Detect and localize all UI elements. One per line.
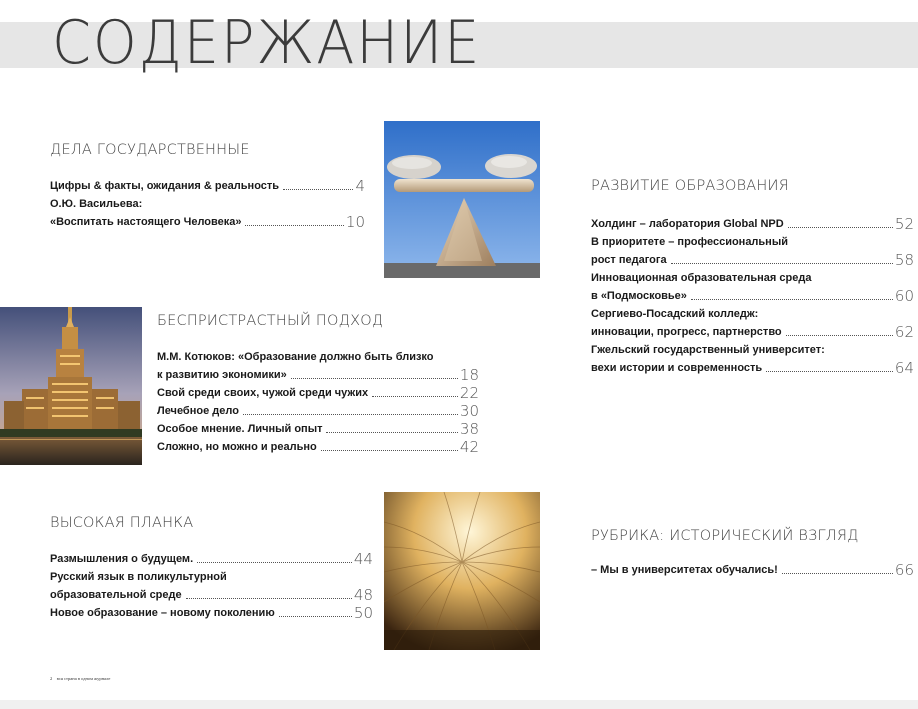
footer-page-number: 2 — [50, 676, 53, 681]
dot-leader — [197, 562, 352, 563]
toc-list-rubrika — [591, 561, 914, 579]
dot-leader — [786, 335, 893, 336]
section-title-dela: ДЕЛА ГОСУДАРСТВЕННЫЕ — [50, 142, 250, 158]
toc-list-vysokaya — [50, 550, 373, 622]
dot-leader — [279, 616, 352, 617]
toc-entry-text: Гжельский государственный университет: — [591, 344, 825, 356]
section-title-vysokaya: ВЫСОКАЯ ПЛАНКА — [50, 515, 194, 531]
dot-leader — [782, 573, 893, 574]
toc-entry-text: В приоритете – профессиональный — [591, 236, 788, 248]
section-title-bespristrastny: БЕСПРИСТРАСТНЫЙ ПОДХОД — [157, 313, 384, 329]
toc-entry-text: Размышления о будущем. — [50, 553, 194, 565]
toc-list-razvitie — [591, 215, 914, 377]
toc-list-bespristrastny — [157, 348, 479, 456]
toc-entry[interactable] — [157, 384, 479, 402]
toc-entry-text: Холдинг – лаборатория Global NPD — [591, 218, 784, 230]
toc-entry-text: Особое мнение. Личный опыт — [157, 423, 323, 435]
toc-page-number: 10 — [345, 213, 365, 231]
footer-note — [50, 676, 110, 681]
toc-page-number: 42 — [459, 438, 479, 456]
toc-entry[interactable] — [591, 305, 914, 341]
toc-entry-text: Свой среди своих, чужой среди чужих — [157, 387, 369, 399]
toc-entry[interactable] — [157, 420, 479, 438]
dot-leader — [245, 225, 343, 226]
toc-page-number: 50 — [353, 604, 373, 622]
toc-entry-text: Инновационная образовательная среда — [591, 272, 812, 284]
toc-page-number: 64 — [894, 359, 914, 377]
toc-entry[interactable] — [591, 215, 914, 233]
dot-leader — [326, 432, 457, 433]
section-title-razvitie: РАЗВИТИЕ ОБРАЗОВАНИЯ — [591, 178, 789, 194]
toc-entry-text: Сложно, но можно и реально — [157, 441, 317, 453]
toc-entry-text: Сергиево-Посадский колледж: — [591, 308, 759, 320]
toc-entry-text: «Воспитать настоящего Человека» — [50, 216, 242, 228]
bottom-band — [0, 700, 918, 709]
toc-page-number: 22 — [459, 384, 479, 402]
toc-entry-text: Русский язык в поликультурной — [50, 571, 227, 583]
toc-entry-text: Новое образование – новому поколению — [50, 607, 275, 619]
dot-leader — [186, 598, 352, 599]
toc-entry[interactable] — [591, 233, 914, 269]
toc-page-number: 58 — [894, 251, 914, 269]
toc-entry[interactable] — [50, 177, 365, 195]
toc-entry-text: инновации, прогресс, партнерство — [591, 326, 782, 338]
toc-page-number: 30 — [459, 402, 479, 420]
toc-entry-text: О.Ю. Васильева: — [50, 198, 143, 210]
dot-leader — [243, 414, 458, 415]
section-title-rubrika: РУБРИКА: ИСТОРИЧЕСКИЙ ВЗГЛЯД — [591, 528, 859, 544]
toc-page-number: 18 — [459, 366, 479, 384]
footer-tagline: вся страна в одном журнале — [56, 676, 111, 681]
dot-leader — [766, 371, 893, 372]
toc-entry-text: образовательной среде — [50, 589, 182, 601]
toc-page-number: 44 — [353, 550, 373, 568]
toc-entry[interactable] — [591, 561, 914, 579]
toc-entry[interactable] — [157, 402, 479, 420]
toc-entry[interactable] — [50, 195, 365, 231]
dot-leader — [291, 378, 458, 379]
dot-leader — [788, 227, 893, 228]
toc-page-number: 4 — [355, 177, 365, 195]
toc-list-dela — [50, 177, 365, 231]
toc-page-number: 48 — [353, 586, 373, 604]
toc-entry-text: вехи истории и современность — [591, 362, 763, 374]
toc-entry-text: рост педагога — [591, 254, 667, 266]
dot-leader — [671, 263, 893, 264]
toc-entry[interactable] — [50, 604, 373, 622]
balanced-stones-photo — [384, 121, 540, 278]
moscow-university-night-photo — [0, 307, 142, 465]
dot-leader — [372, 396, 458, 397]
toc-entry-text: Лечебное дело — [157, 405, 239, 417]
toc-page-number: 62 — [894, 323, 914, 341]
toc-entry-text: М.М. Котюков: «Образование должно быть близко — [157, 351, 434, 363]
open-book-pages-photo — [384, 492, 540, 650]
toc-entry[interactable] — [50, 568, 373, 604]
toc-entry[interactable] — [50, 550, 373, 568]
toc-entry[interactable] — [591, 341, 914, 377]
toc-page-number: 38 — [459, 420, 479, 438]
toc-entry-text: Цифры & факты, ожидания & реальность — [50, 180, 280, 192]
dot-leader — [691, 299, 893, 300]
dot-leader — [321, 450, 458, 451]
toc-entry-text: к развитию экономики» — [157, 369, 287, 381]
dot-leader — [283, 189, 353, 190]
toc-page-number: 66 — [894, 561, 914, 579]
toc-page-number: 52 — [894, 215, 914, 233]
toc-entry[interactable] — [157, 438, 479, 456]
toc-page-number: 60 — [894, 287, 914, 305]
toc-entry[interactable] — [591, 269, 914, 305]
page-title: СОДЕРЖАНИЕ — [52, 8, 482, 78]
toc-entry-text: – Мы в университетах обучались! — [591, 564, 778, 576]
toc-entry[interactable] — [157, 348, 479, 384]
toc-entry-text: в «Подмосковье» — [591, 290, 687, 302]
